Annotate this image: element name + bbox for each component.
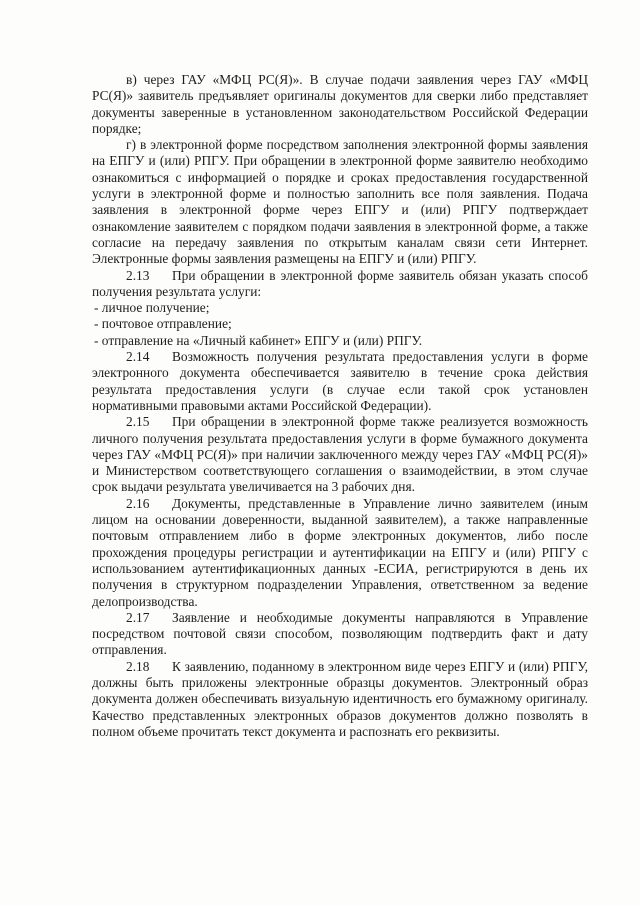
clause-2-15	[92, 414, 588, 495]
clause-number: 2.18	[126, 658, 150, 674]
clause-2-13	[92, 268, 588, 301]
list-item: - отправление на «Личный кабинет» ЕПГУ и (или) РПГУ.	[94, 332, 423, 348]
clause-number: 2.13	[126, 267, 150, 283]
clause-number: 2.17	[126, 609, 150, 625]
clause-text: Документы, представленные в Управление лично заявителем (иным лицом на основании доверенности, выданной заявителем), а также направленные почтовым отправлением либо в форме электронных документов, либо после прохождения процедуры регистрации и аутентификации на ЕПГУ и (или) РПГУ с использованием аутентификационных данных -ЕСИА, регистрируются в день их получения в структурном подразделении Управления, ответственном за ведение делопроизводства.	[92, 495, 588, 609]
clause-text: При обращении в электронной форме также реализуется возможность личного получения результата предоставления услуги в форме бумажного документа через ГАУ «МФЦ РС(Я)» при наличии заключенного между через ГАУ «МФЦ РС(Я)» и Министерством соответствующего соглашения о взаимодействии, в этом случае срок выдачи результата увеличивается на 3 рабочих дня.	[92, 414, 588, 495]
clause-text: При обращении в электронной форме заявитель обязан указать способ получения результата услуги:	[92, 267, 588, 299]
paragraph-g: г) в электронной форме посредством заполнения электронной формы заявления на ЕПГУ и (или) РПГУ. При обращении в электронной форме заявителю необходимо ознакомиться с информацией о порядке и сроках предоставления государственной услуги в электронной форме и полностью заполнить все поля заявления. Подача заявления в электронной форме через ЕПГУ и (или) РПГУ подтверждает ознакомление заявителем с порядком подачи заявления в электронной форме, а также согласие на передачу заявления по открытым каналам связи сети Интернет. Электронные формы заявления размещены на ЕПГУ и (или) РПГУ.	[92, 137, 588, 267]
clause-2-17	[92, 610, 588, 659]
paragraph-v: в) через ГАУ «МФЦ РС(Я)». В случае подачи заявления через ГАУ «МФЦ РС(Я)» заявитель предъявляет оригиналы документов для сверки либо представляет документы заверенные в установленном законодательством Российской Федерации порядке;	[92, 72, 588, 136]
clause-text: К заявлению, поданному в электронном виде через ЕПГУ и (или) РПГУ, должны быть приложены электронные образцы документов. Электронный образ документа должен обеспечивать визуальную идентичность его бумажному оригиналу. Качество представленных электронных образов документов должно позволять в полном объеме прочитать текст документа и распознать его реквизиты.	[92, 658, 588, 739]
clause-number: 2.16	[126, 495, 150, 511]
clause-number: 2.14	[126, 349, 150, 365]
document-body	[92, 72, 588, 740]
clause-text: Возможность получения результата предоставления услуги в форме электронного документа обеспечивается заявителю в течение срока действия результата предоставления услуги (в случае если такой срок установлен нормативными правовыми актами Российской Федерации).	[92, 349, 588, 413]
clause-2-16	[92, 496, 588, 610]
list-item: - личное получение;	[94, 300, 210, 316]
list-item: - почтовое отправление;	[94, 316, 232, 332]
clause-text: Заявление и необходимые документы направляются в Управление посредством почтовой связи способом, позволяющим подтвердить факт и дату отправления.	[92, 609, 588, 658]
clause-2-14	[92, 349, 588, 414]
clause-number: 2.15	[126, 414, 150, 430]
clause-2-18	[92, 659, 588, 740]
